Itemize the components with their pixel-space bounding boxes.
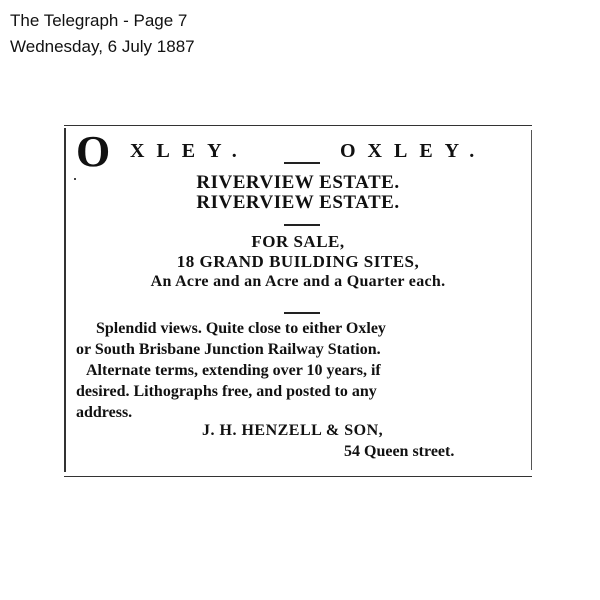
heading-left: XLEY. bbox=[130, 140, 249, 162]
divider-dash bbox=[284, 162, 320, 164]
for-sale-line: FOR SALE, bbox=[251, 232, 345, 251]
paragraph-line: Splendid views. Quite close to either Oxley bbox=[96, 320, 386, 337]
heading-right: OXLEY. bbox=[340, 140, 487, 162]
divider-dash bbox=[284, 224, 320, 226]
paragraph-views bbox=[76, 318, 522, 360]
paragraph-line: address. bbox=[76, 404, 133, 421]
paragraph-line: or South Brisbane Junction Railway Station. bbox=[76, 341, 381, 358]
bottom-rule bbox=[64, 476, 532, 477]
estate-title-2: RIVERVIEW ESTATE. bbox=[196, 192, 400, 213]
acre-line: An Acre and an Acre and a Quarter each. bbox=[150, 273, 446, 290]
firm-name: J. H. HENZELL & SON, bbox=[202, 422, 384, 439]
sites-line: 18 GRAND BUILDING SITES, bbox=[176, 252, 420, 271]
paragraph-terms bbox=[76, 360, 522, 423]
heading-drop-cap: O bbox=[76, 127, 111, 176]
newspaper-advertisement bbox=[64, 120, 532, 480]
paragraph-line: desired. Lithographs free, and posted to any bbox=[76, 383, 377, 400]
caption-title: The Telegraph - Page 7 bbox=[10, 11, 188, 30]
top-rule bbox=[64, 125, 532, 126]
ad-heading bbox=[64, 127, 532, 176]
divider-dash bbox=[284, 312, 320, 314]
firm-address: 54 Queen street. bbox=[344, 443, 455, 460]
paragraph-line: Alternate terms, extending over 10 years, if bbox=[86, 362, 381, 379]
estate-title-1: RIVERVIEW ESTATE. bbox=[196, 172, 400, 193]
caption-date: Wednesday, 6 July 1887 bbox=[10, 37, 195, 56]
